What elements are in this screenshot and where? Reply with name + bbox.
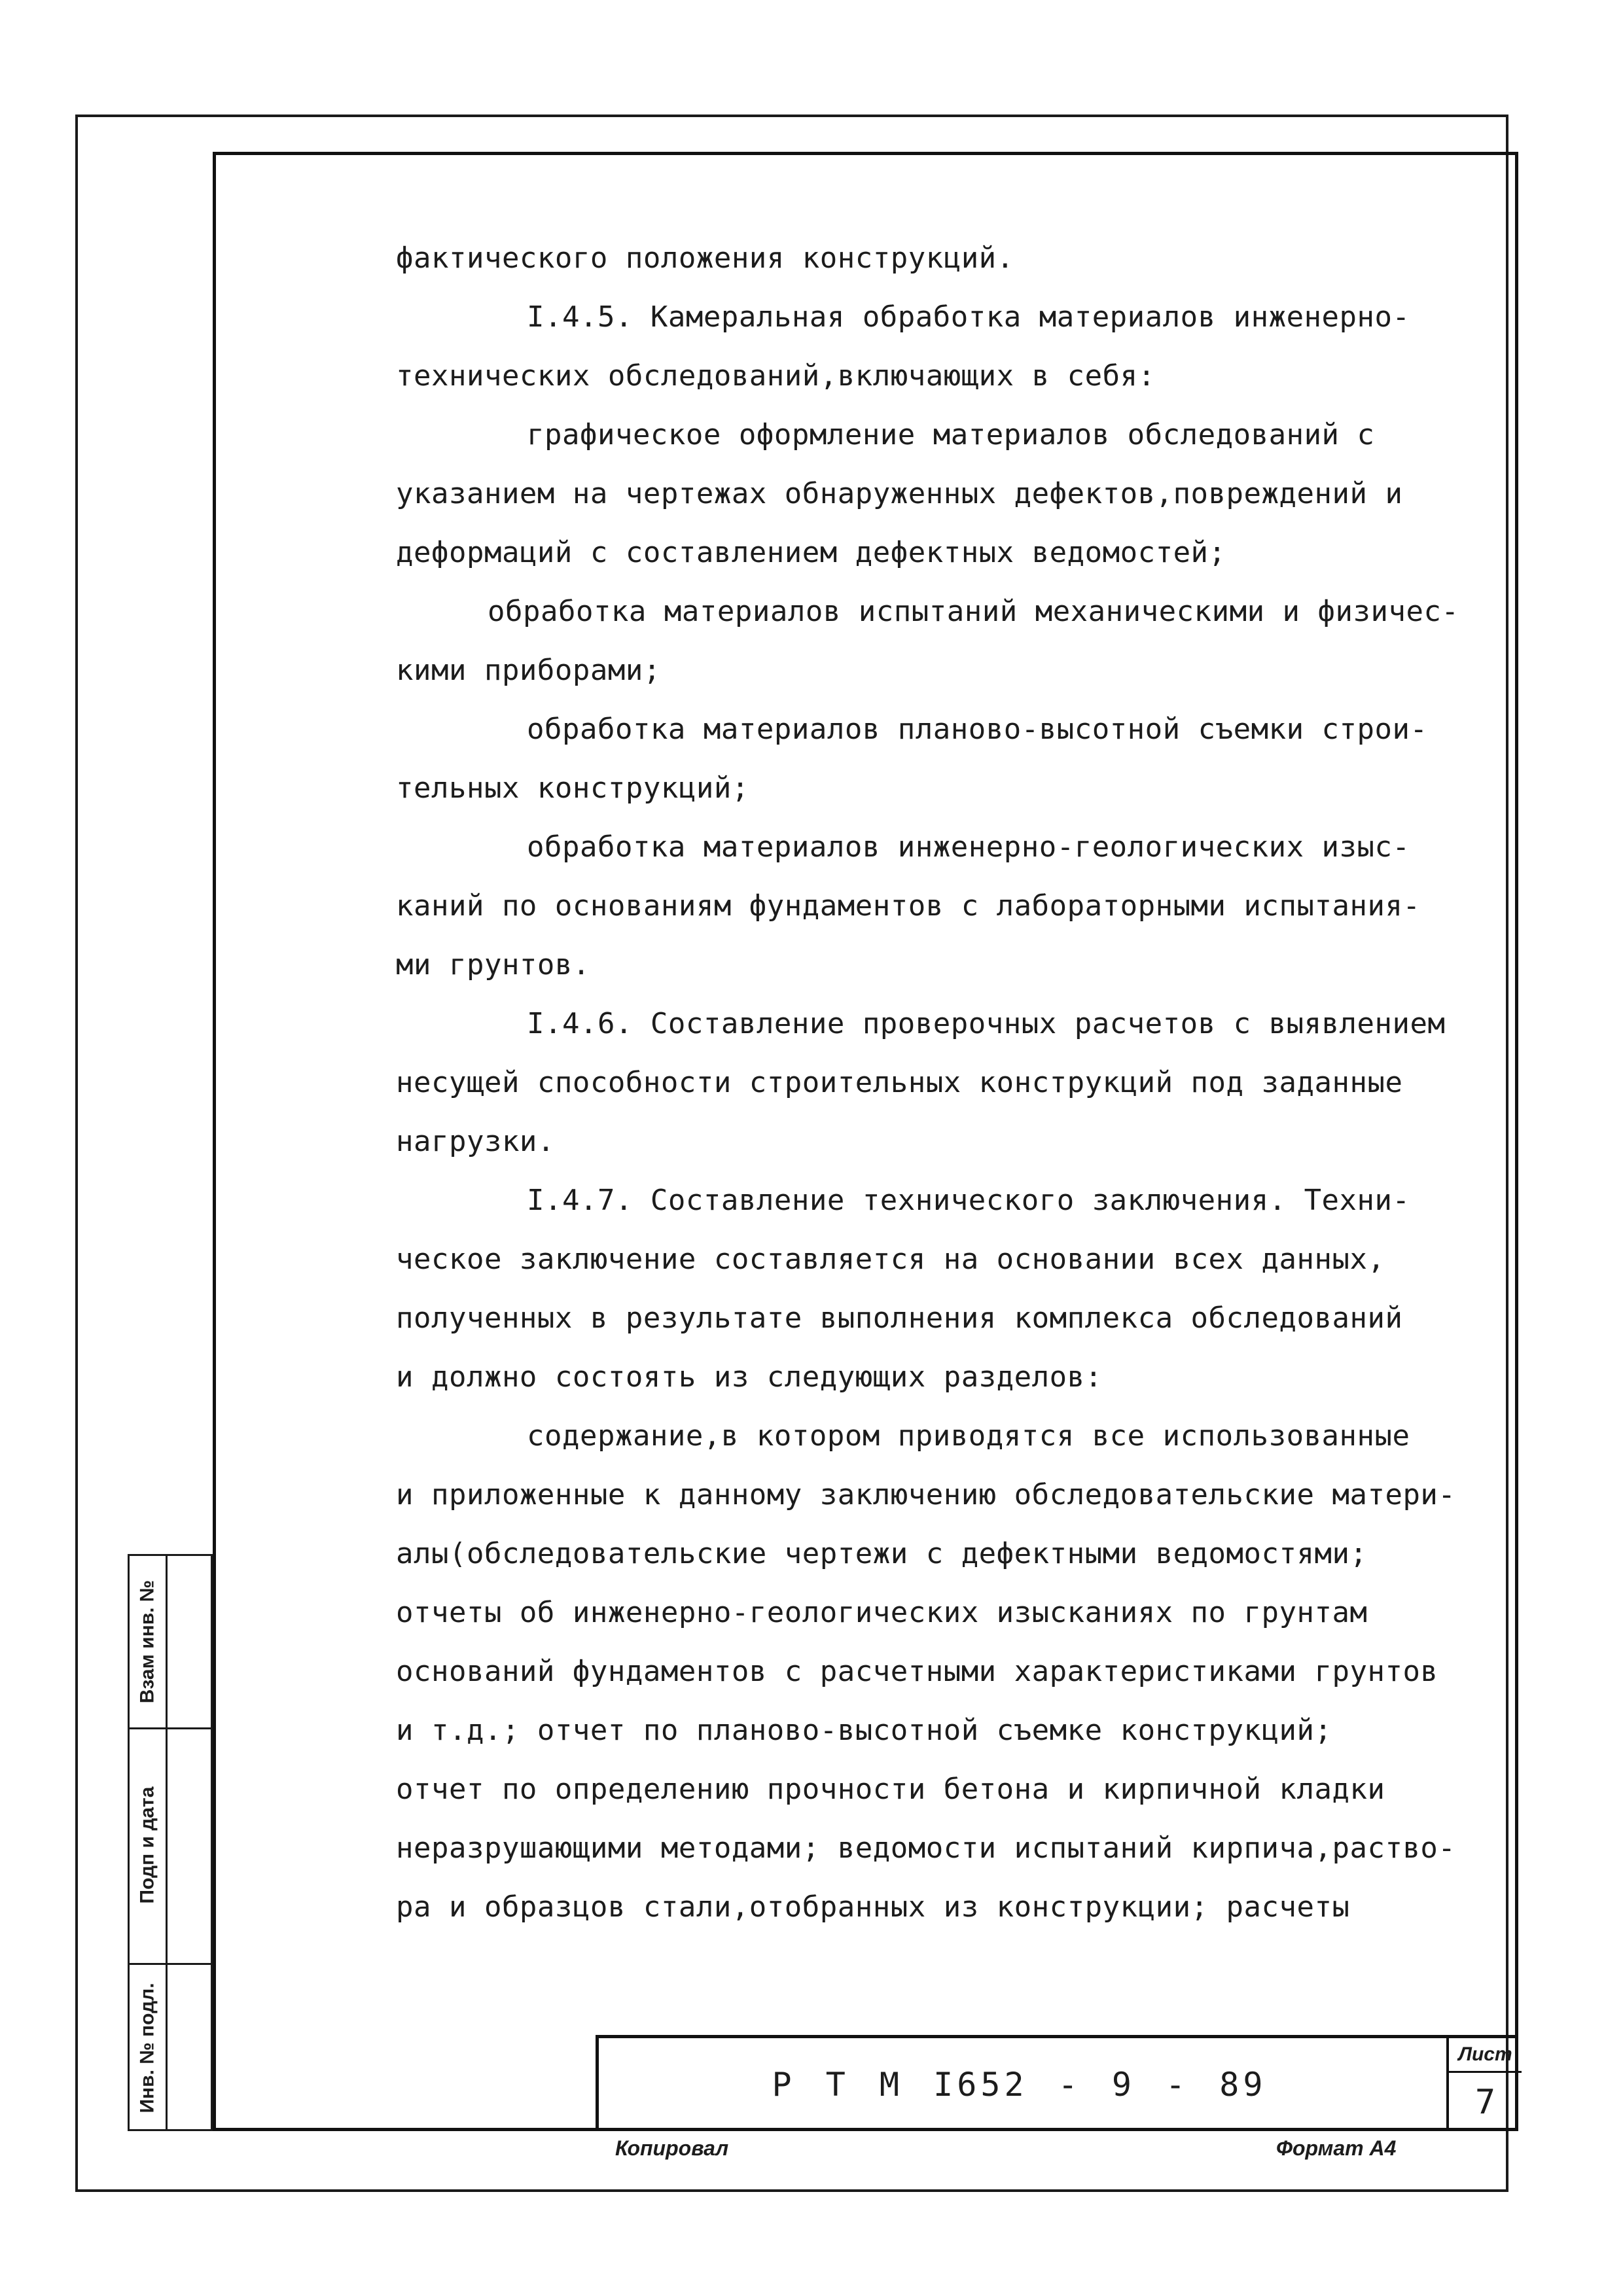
text-line: указанием на чертежах обнаруженных дефектов,повреждений и bbox=[396, 477, 1403, 510]
text-line: тельных конструкций; bbox=[396, 771, 749, 805]
text-line: ми грунтов. bbox=[396, 948, 590, 981]
text-line: кими приборами; bbox=[396, 654, 661, 687]
sheet-cell bbox=[1446, 2038, 1522, 2131]
text-line: алы(обследовательские чертежи с дефектными ведомостями; bbox=[396, 1537, 1368, 1570]
text-line: несущей способности строительных конструкций под заданные bbox=[396, 1066, 1403, 1099]
text-line: оснований фундаментов с расчетными характеристиками грунтов bbox=[396, 1655, 1438, 1688]
text-line: и т.д.; отчет по планово-высотной съемке конструкций; bbox=[396, 1714, 1332, 1747]
sheet-label: Лист bbox=[1449, 2038, 1522, 2073]
text-line: и должно состоять из следующих разделов: bbox=[396, 1360, 1103, 1394]
title-block bbox=[596, 2035, 1518, 2131]
text-line: неразрушающими методами; ведомости испытаний кирпича,раство- bbox=[396, 1831, 1456, 1865]
document-code: Р Т М I652 - 9 - 89 bbox=[772, 2066, 1267, 2104]
text-line: обработка материалов планово-высотной съемки строи- bbox=[527, 713, 1428, 746]
text-line: технических обследований,включающих в себя: bbox=[396, 359, 1156, 393]
signature-date-label: Подп и дата bbox=[136, 1786, 158, 1904]
text-line: графическое оформление материалов обследований с bbox=[527, 418, 1375, 451]
text-line: обработка материалов испытаний механическими и физичес- bbox=[488, 595, 1459, 628]
text-line: I.4.5. Камеральная обработка материалов инженерно- bbox=[527, 300, 1410, 334]
text-line: каний по основаниям фундаментов с лабораторными испытания- bbox=[396, 889, 1421, 923]
text-line: содержание,в котором приводятся все использованные bbox=[527, 1419, 1410, 1453]
text-line: деформаций с составлением дефектных ведомостей; bbox=[396, 536, 1226, 569]
replaced-inv-label: Взам инв. № bbox=[136, 1580, 158, 1704]
copied-by-label: Копировал bbox=[615, 2136, 729, 2160]
text-line: ческое заключение составляется на основании всех данных, bbox=[396, 1243, 1385, 1276]
sheet-number: 7 bbox=[1474, 2082, 1496, 2122]
text-line: и приложенные к данному заключению обследовательские матери- bbox=[396, 1478, 1456, 1511]
text-line: обработка материалов инженерно-геологических изыс- bbox=[527, 830, 1410, 864]
side-stamp bbox=[128, 1554, 213, 2131]
text-line: отчет по определению прочности бетона и кирпичной кладки bbox=[396, 1773, 1385, 1806]
text-line: фактического положения конструкций. bbox=[396, 241, 1014, 275]
text-line: полученных в результате выполнения комплекса обследований bbox=[396, 1301, 1403, 1335]
text-line: I.4.7. Составление технического заключения. Техни- bbox=[527, 1184, 1410, 1217]
text-line: отчеты об инженерно-геологических изысканиях по грунтам bbox=[396, 1596, 1368, 1629]
original-inv-label: Инв. № подл. bbox=[136, 1983, 158, 2113]
text-line: ра и образцов стали,отобранных из конструкции; расчеты bbox=[396, 1890, 1350, 1924]
text-line: I.4.6. Составление проверочных расчетов с выявлением bbox=[527, 1007, 1446, 1040]
body-text bbox=[396, 229, 1502, 1937]
format-label: Формат А4 bbox=[1276, 2136, 1397, 2160]
text-line: нагрузки. bbox=[396, 1125, 555, 1158]
